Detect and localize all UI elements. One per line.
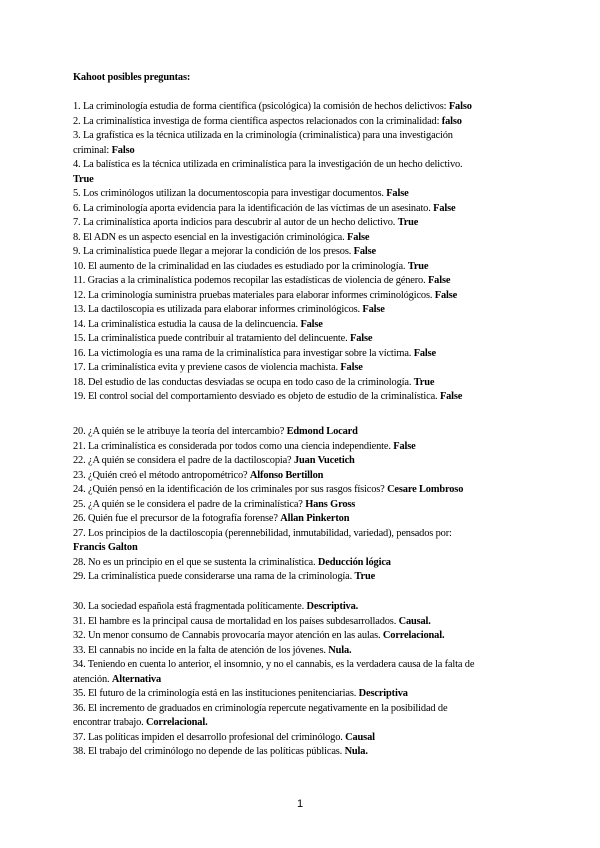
answer-text: Correlacional. [382,630,445,641]
answer-text: False [434,289,458,301]
answer-text: True [397,217,419,228]
question-text: 20. ¿A quién se le atribuye la teoría del intercambio? [73,426,287,437]
page-number: 1 [297,798,303,810]
question-text: 4. La balística es la técnica utilizada en criminalística para la investigación de un hecho delictivo. [73,159,463,170]
question-text: 2. La criminalística investiga de forma científica aspectos relacionados con la criminalidad: [73,115,442,127]
question-line [73,615,533,630]
question-line [73,469,533,484]
answer-text: True [73,173,94,185]
question-text: 15. La criminalística puede contribuir al tratamiento del delincuente. [73,333,351,344]
question-line [73,541,533,556]
answer-text: Allan Pinkerton [280,513,350,524]
question-line [73,231,533,246]
question-text: 34. Teniendo en cuenta lo anterior, el insomnio, y no el cannabis, es la verdadera causa de la falta de [73,659,475,670]
question-line [73,658,533,673]
question-text: 38. El trabajo del criminólogo no depende de las políticas públicas. [73,746,345,757]
answer-text: True [413,376,435,388]
question-text: 18. Del estudio de las conductas desviadas se ocupa en todo caso de la criminología. [73,376,414,388]
question-text: 7. La criminalística aporta indicios para descubrir al autor de un hecho delictivo. [73,217,398,228]
question-line [73,376,533,391]
questions-block-true-false [73,100,533,405]
answer-text: Correlacional. [146,717,208,728]
question-line [73,644,533,659]
question-line [73,361,533,376]
question-line [73,440,533,455]
answer-text: Juan Vucetich [293,455,355,466]
answer-text: Descriptiva. [306,601,359,612]
question-line [73,144,533,159]
question-line [73,731,533,746]
question-line [73,100,533,115]
questions-block-who [73,425,533,585]
answer-text: False [353,246,376,257]
question-line [73,702,533,717]
question-line [73,216,533,231]
answer-text: Causal [345,731,375,743]
question-line [73,556,533,571]
question-text: 10. El aumento de la criminalidad en las ciudades es estudiado por la criminología. [73,260,408,272]
question-line [73,454,533,469]
question-text: 16. La victimología es una rama de la criminalística para investigar sobre la víctima. [73,347,414,359]
question-line [73,303,533,318]
question-text: 37. Las políticas impiden el desarrollo profesional del criminólogo. [73,731,346,743]
question-text: 21. La criminalística es considerada por todos como una ciencia independiente. [73,440,394,452]
answer-text: False [340,362,363,373]
question-line [73,570,533,585]
answer-text: Alternativa [111,673,162,685]
question-line [73,390,533,405]
question-text: 33. El cannabis no incide en la falta de atención de los jóvenes. [73,644,329,656]
question-text: 9. La criminalística puede llegar a mejorar la condición de los presos. [73,246,354,257]
answer-text: Alfonso Bertillon [249,469,324,481]
question-line [73,716,533,731]
answer-text: False [413,347,437,359]
answer-text: False [347,231,370,243]
answer-text: True [354,571,376,582]
answer-text: Descriptiva [358,688,408,699]
answer-text: Nula. [328,644,352,656]
answer-text: False [433,202,456,214]
question-text: 32. Un menor consumo de Cannabis provocaría mayor atención en las aulas. [73,630,383,641]
question-line [73,673,533,688]
question-text: 26. Quién fue el precursor de la fotografía forense? [73,513,281,524]
question-line [73,347,533,362]
question-line [73,332,533,347]
answer-text: False [300,318,323,330]
answer-text: False [393,440,416,452]
questions-block-hypothesis [73,600,533,760]
answer-text: Nula. [344,746,368,757]
answer-text: Deducción lógica [317,556,391,568]
answer-text: falso [441,115,462,127]
question-line [73,600,533,615]
question-line [73,318,533,333]
answer-text: False [362,304,385,315]
answer-text: True [407,260,429,272]
question-line [73,745,533,760]
question-line [73,187,533,202]
question-line [73,129,533,144]
question-text: atención. [73,673,112,685]
answer-text: False [427,275,451,286]
question-text: 31. El hambre es la principal causa de mortalidad en los países subdesarrollados. [73,615,399,627]
question-text: 12. La criminología suministra pruebas materiales para elaborar informes criminológicos. [73,289,435,301]
question-text: 23. ¿Quién creó el método antropométrico? [73,469,250,481]
document-title: Kahoot posibles preguntas: [73,72,191,83]
question-text: 17. La criminalística evita y previene casos de violencia machista. [73,362,341,373]
question-line [73,158,533,173]
question-text: criminal: [73,144,112,156]
question-line [73,260,533,275]
answer-text: False [386,188,409,199]
question-text: 13. La dactiloscopia es utilizada para elaborar informes criminológicos. [73,304,363,315]
question-line [73,498,533,513]
question-line [73,173,533,188]
question-text: 3. La grafística es la técnica utilizada en la criminología (criminalística) para una investigación [73,130,453,141]
question-line [73,425,533,440]
answer-text: Francis Galton [73,542,138,553]
answer-text: Falso [448,101,472,112]
question-text: 35. El futuro de la criminología está en las instituciones penitenciarias. [73,688,359,699]
question-line [73,115,533,130]
question-text: 29. La criminalística puede considerarse una rama de la criminología. [73,571,355,582]
question-line [73,483,533,498]
question-text: 8. El ADN es un aspecto esencial en la investigación criminológica. [73,231,348,243]
answer-text: Edmond Locard [286,426,358,437]
question-text: 6. La criminología aporta evidencia para la identificación de las víctimas de un asesinato. [73,202,434,214]
question-text: 1. La criminología estudia de forma científica (psicológica) la comisión de hechos delictivos: [73,101,449,112]
question-line [73,629,533,644]
question-line [73,202,533,217]
answer-text: False [439,391,463,402]
question-text: 14. La criminalística estudia la causa de la delincuencia. [73,318,301,330]
question-line [73,289,533,304]
answer-text: False [350,333,373,344]
answer-text: Falso [111,144,135,156]
question-text: 22. ¿A quién se considera el padre de la dactiloscopia? [73,455,294,466]
question-text: 25. ¿A quién se le considera el padre de la criminalística? [73,498,306,510]
answer-text: Causal. [398,615,431,627]
question-text: 19. El control social del comportamiento desviado es objeto de estudio de la criminalística. [73,391,440,402]
question-line [73,512,533,527]
question-line [73,687,533,702]
question-line [73,527,533,542]
question-line [73,274,533,289]
answer-text: Hans Gross [305,498,356,510]
question-text: 11. Gracias a la criminalística podemos recopilar las estadísticas de violencia de género. [73,275,428,286]
question-text: encontrar trabajo. [73,717,147,728]
question-text: 36. El incremento de graduados en criminología repercute negativamente en la posibilidad de [73,702,448,714]
question-text: 28. No es un principio en el que se sustenta la criminalística. [73,556,318,568]
question-text: 27. Los principios de la dactiloscopia (perennebilidad, inmutabilidad, variedad), pensados por: [73,527,452,539]
question-text: 30. La sociedad española está fragmentada políticamente. [73,601,307,612]
question-text: 24. ¿Quién pensó en la identificación de los criminales por sus rasgos físicos? [73,484,388,495]
question-text: 5. Los criminólogos utilizan la documentoscopia para investigar documentos. [73,188,387,199]
question-line [73,245,533,260]
answer-text: Cesare Lombroso [387,484,464,495]
